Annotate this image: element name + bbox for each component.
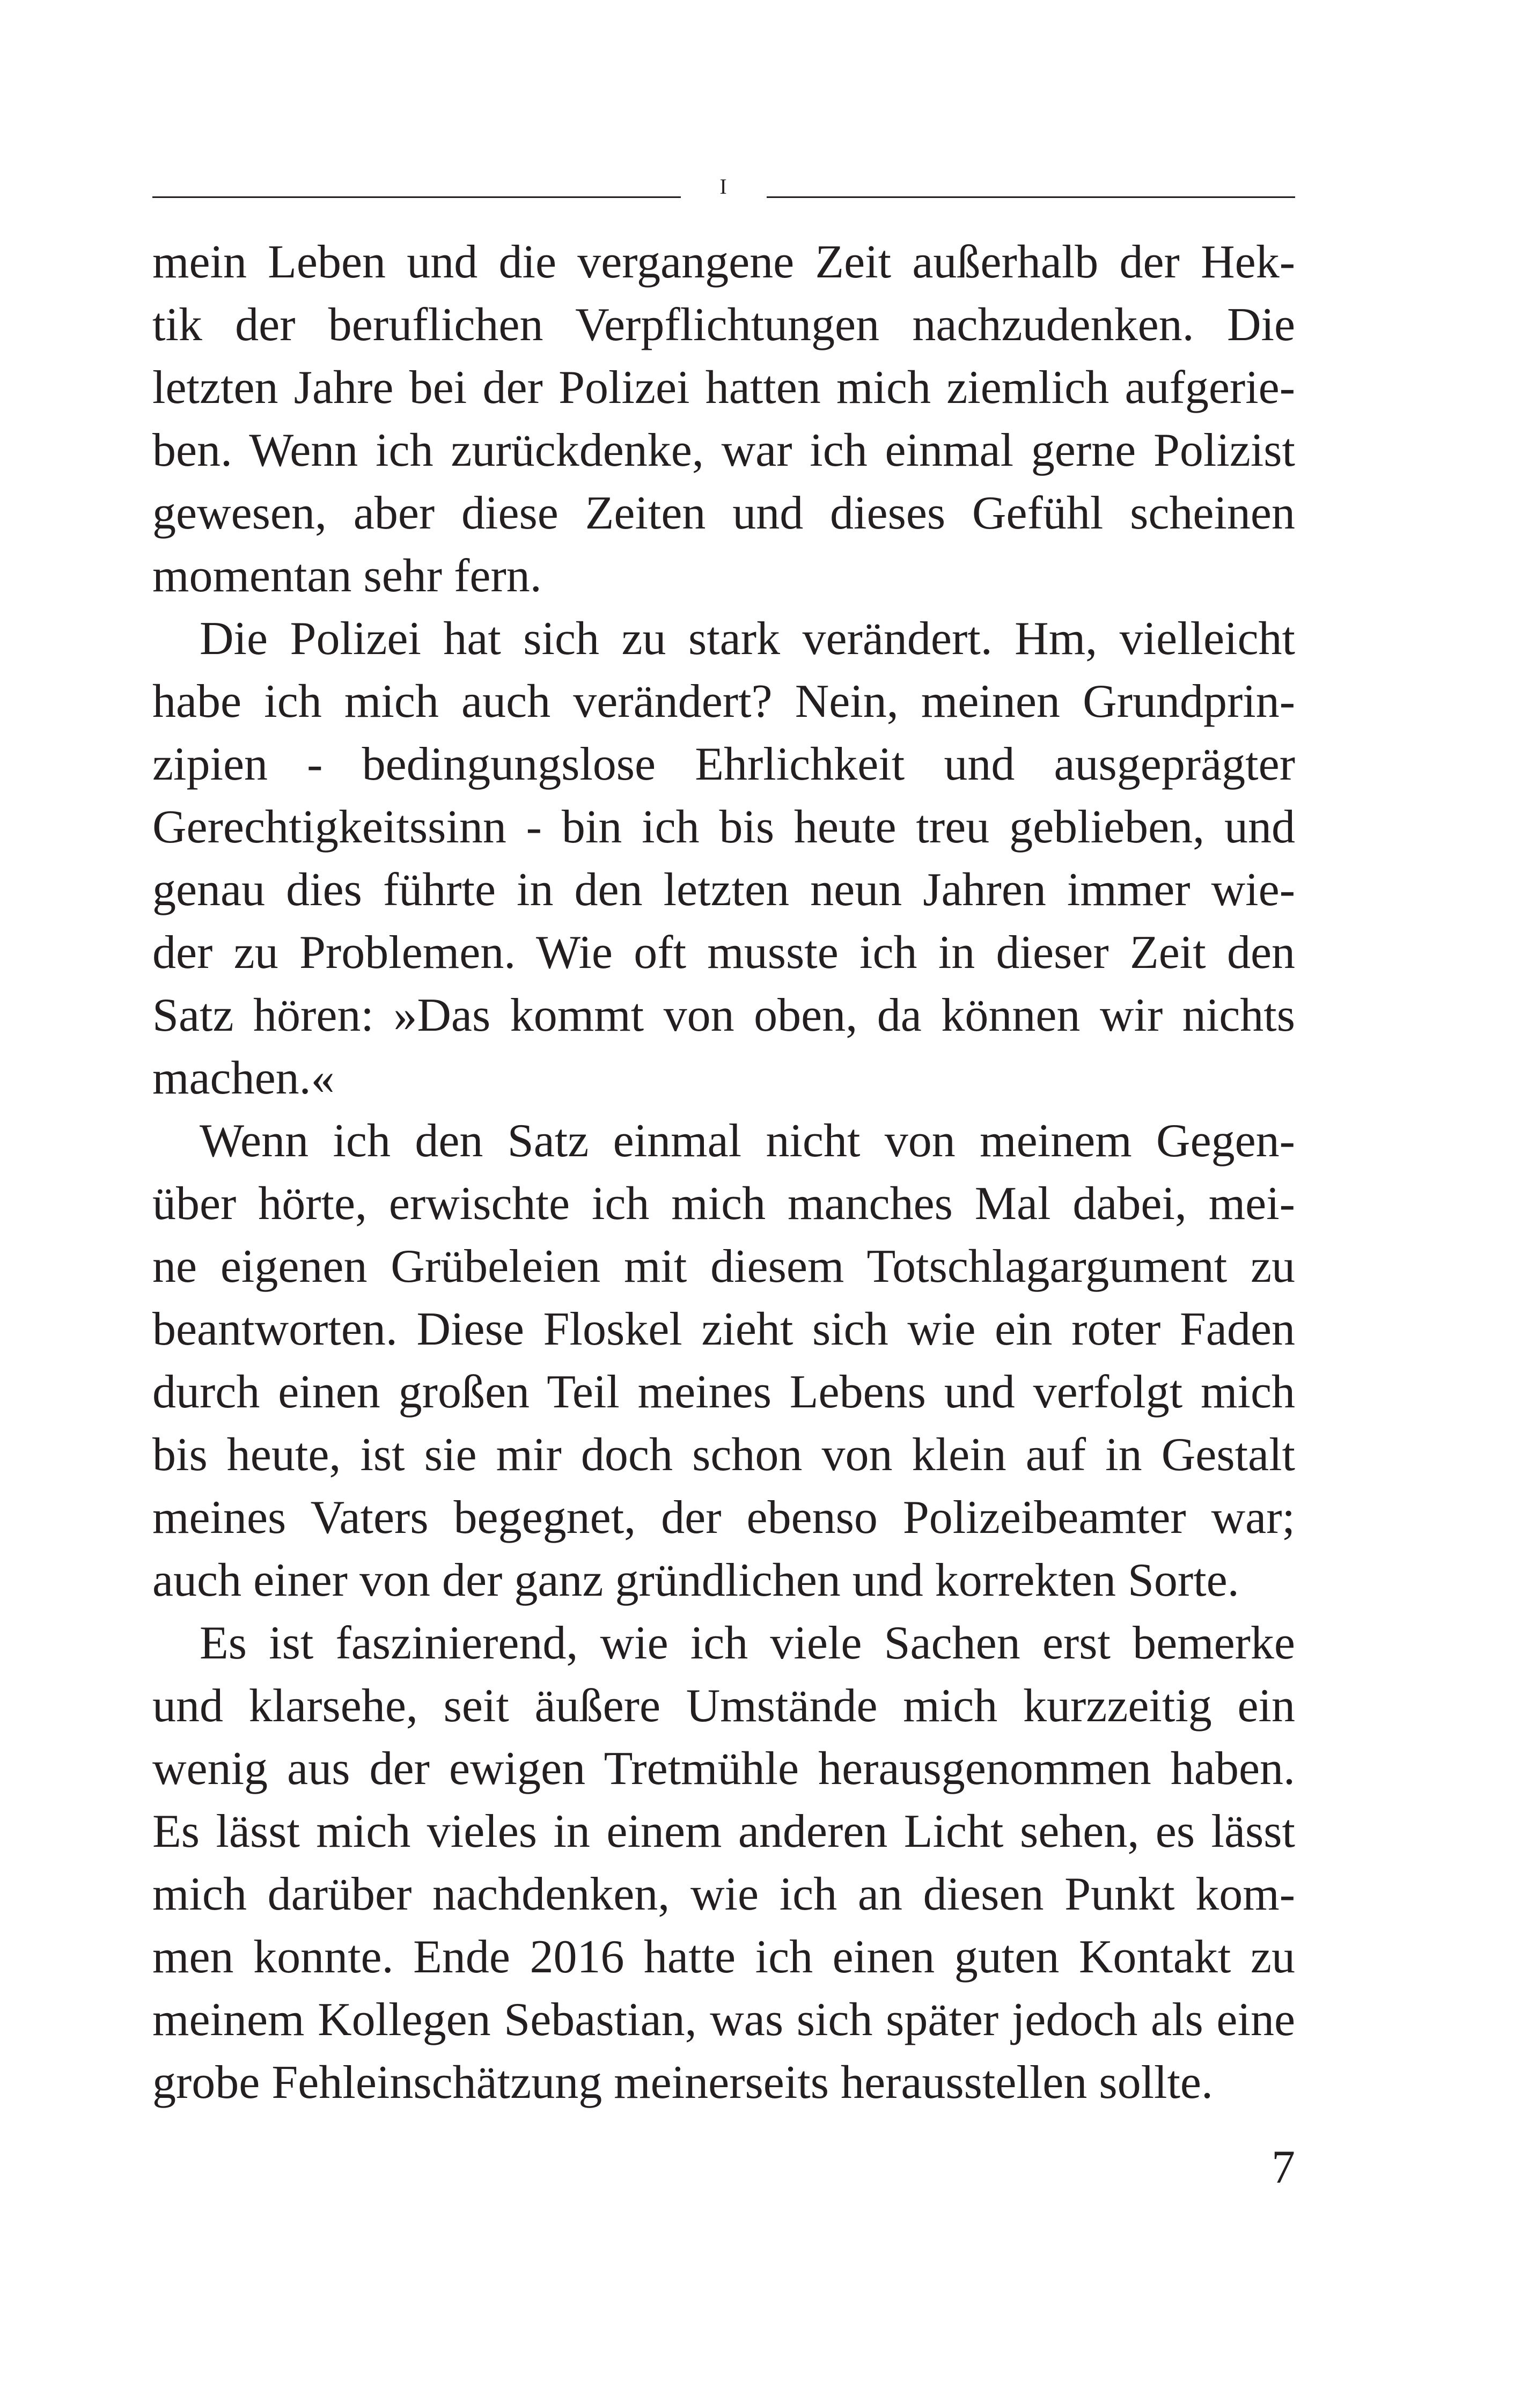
text-line: Es ist faszinierend, wie ich viele Sachen erst bemerke <box>200 1617 1295 1669</box>
text-line: Die Polizei hat sich zu stark verändert. Hm, vielleicht <box>200 613 1295 665</box>
text-line: Satz hören: »Das kommt von oben, da können wir nichts <box>152 989 1295 1041</box>
text-line: bis heute, ist sie mir doch schon von klein auf in Gestalt <box>152 1429 1295 1481</box>
text-line: habe ich mich auch verändert? Nein, meinen Grundprin- <box>152 676 1295 728</box>
chapter-header <box>152 171 1295 203</box>
text-line: Es lässt mich vieles in einem anderen Licht sehen, es lässt <box>152 1805 1295 1858</box>
text-line: ben. Wenn ich zurückdenke, war ich einmal gerne Polizist <box>152 424 1295 476</box>
text-line: Wenn ich den Satz einmal nicht von meinem Gegen- <box>200 1115 1295 1167</box>
text-line: Gerechtigkeitssinn - bin ich bis heute treu geblieben, und <box>152 801 1295 853</box>
text-line: machen.« <box>152 1052 335 1104</box>
text-line: men konnte. Ende 2016 hatte ich einen guten Kontakt zu <box>152 1931 1295 1983</box>
text-line: beantworten. Diese Floskel zieht sich wie ein roter Faden <box>152 1303 1295 1355</box>
text-line: ne eigenen Grübeleien mit diesem Totschlagargument zu <box>152 1240 1295 1293</box>
text-line: und klarsehe, seit äußere Umstände mich kurzzeitig ein <box>152 1680 1295 1732</box>
text-line: tik der beruflichen Verpflichtungen nachzudenken. Die <box>152 299 1295 351</box>
text-line: momentan sehr fern. <box>152 550 542 602</box>
paragraph-2 <box>152 607 1295 1110</box>
paragraph-3 <box>152 1110 1295 1612</box>
text-line: über hörte, erwischte ich mich manches Mal dabei, mei- <box>152 1178 1295 1230</box>
text-line: wenig aus der ewigen Tretmühle herausgenommen haben. <box>152 1743 1295 1795</box>
body-text <box>152 231 1295 2114</box>
header-rule-right <box>767 196 1295 198</box>
paragraph-1 <box>152 231 1295 607</box>
paragraph-4 <box>152 1612 1295 2114</box>
chapter-number: I <box>719 174 728 199</box>
text-line: der zu Problemen. Wie oft musste ich in dieser Zeit den <box>152 927 1295 979</box>
text-line: gewesen, aber diese Zeiten und dieses Gefühl scheinen <box>152 487 1295 539</box>
text-line: auch einer von der ganz gründlichen und korrekten Sorte. <box>152 1554 1239 1606</box>
page-number: 7 <box>1272 2141 1295 2193</box>
text-line: genau dies führte in den letzten neun Jahren immer wie- <box>152 864 1295 916</box>
text-line: grobe Fehleinschätzung meinerseits herausstellen sollte. <box>152 2057 1213 2109</box>
text-line: durch einen großen Teil meines Lebens und verfolgt mich <box>152 1366 1295 1418</box>
text-line: mein Leben und die vergangene Zeit außerhalb der Hek- <box>152 236 1295 288</box>
text-line: meines Vaters begegnet, der ebenso Polizeibeamter war; <box>152 1492 1295 1544</box>
text-line: letzten Jahre bei der Polizei hatten mich ziemlich aufgerie- <box>152 362 1295 414</box>
text-line: zipien - bedingungslose Ehrlichkeit und ausgeprägter <box>152 738 1295 790</box>
text-line: mich darüber nachdenken, wie ich an diesen Punkt kom- <box>152 1868 1295 1920</box>
text-line: meinem Kollegen Sebastian, was sich später jedoch als eine <box>152 1994 1295 2046</box>
